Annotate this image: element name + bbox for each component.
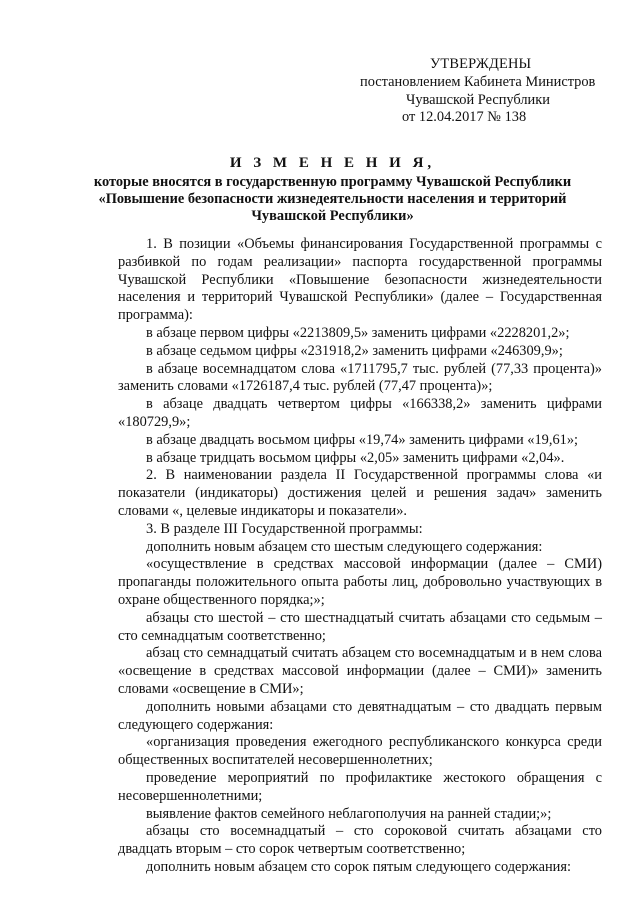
approval-line-republic: Чувашской Республики [406,91,550,108]
paragraph: в абзаце двадцать четвертом цифры «166338,2» заменить цифрами «180729,9»; [118,396,602,430]
paragraph: дополнить новым абзацем сто сорок пятым следующего содержания: [146,858,571,875]
paragraph: абзац сто семнадцатый считать абзацем сто восемнадцатым и в нем слова «освещение в средствах массовой информации (далее – СМИ)» заменить словами «освещение в СМИ»; [118,645,602,697]
approval-stamp [360,56,610,127]
paragraph: выявление фактов семейного неблагополучия на ранней стадии;»; [146,805,552,822]
paragraph: 3. В разделе III Государственной программы: [146,520,423,537]
paragraph: «осуществление в средствах массовой информации (далее – СМИ) пропаганды положительного опыта работы лиц, добровольно участвующих в охране общественного порядка;»; [118,556,602,608]
document-body [118,236,602,877]
paragraph: «организация проведения ежегодного республиканского конкурса среди общественных воспитателей несовершеннолетних; [118,734,602,769]
paragraph: дополнить новыми абзацами сто девятнадцатым – сто двадцать первым следующего содержания: [118,698,602,733]
approval-line-decree: постановлением Кабинета Министров [360,73,596,90]
paragraph: абзацы сто восемнадцатый – сто сороковой считать абзацами сто двадцать вторым – сто сорок четвертым соответственно; [118,823,602,858]
document-subtitle: которые вносятся в государственную программу Чувашской Республики «Повышение безопасности жизнедеятельности населения и территорий Чувашской Республики» [93,174,572,224]
paragraph: абзацы сто шестой – сто шестнадцатый считать абзацами сто седьмым – сто семнадцатым соответственно; [118,609,602,644]
paragraph: 1. В позиции «Объемы финансирования Государственной программы с разбивкой по годам реализации» паспорта государственной программы Чувашской Республики «Повышение безопасности жизнедеятельности населения и территорий Чувашской Республики» (далее – Государственная программа): [118,236,602,324]
document-title: И З М Е Н Е Н И Я, [229,155,436,171]
paragraph: в абзаце седьмом цифры «231918,2» заменить цифрами «246309,9»; [146,342,563,359]
paragraph: в абзаце тридцать восьмом цифры «2,05» заменить цифрами «2,04». [146,449,565,466]
approval-line-date-number: от 12.04.2017 № 138 [402,109,527,126]
document-heading [85,154,580,224]
paragraph: в абзаце первом цифры «2213809,5» заменить цифрами «2228201,2»; [146,324,570,341]
paragraph: 2. В наименовании раздела II Государственной программы слова «и показатели (индикаторы) достижения целей и решения задач» заменить словами «, целевые индикаторы и показатели». [118,467,602,519]
paragraph: проведение мероприятий по профилактике жестокого обращения с несовершеннолетними; [118,769,602,804]
approval-heading: УТВЕРЖДЕНЫ [430,56,532,72]
paragraph: в абзаце восемнадцатом слова «1711795,7 тыс. рублей (77,33 процента)» заменить словами «1726187,4 тыс. рублей (77,47 процента)»; [118,360,602,395]
paragraph: в абзаце двадцать восьмом цифры «19,74» заменить цифрами «19,61»; [146,431,579,448]
paragraph: дополнить новым абзацем сто шестым следующего содержания: [146,538,543,555]
